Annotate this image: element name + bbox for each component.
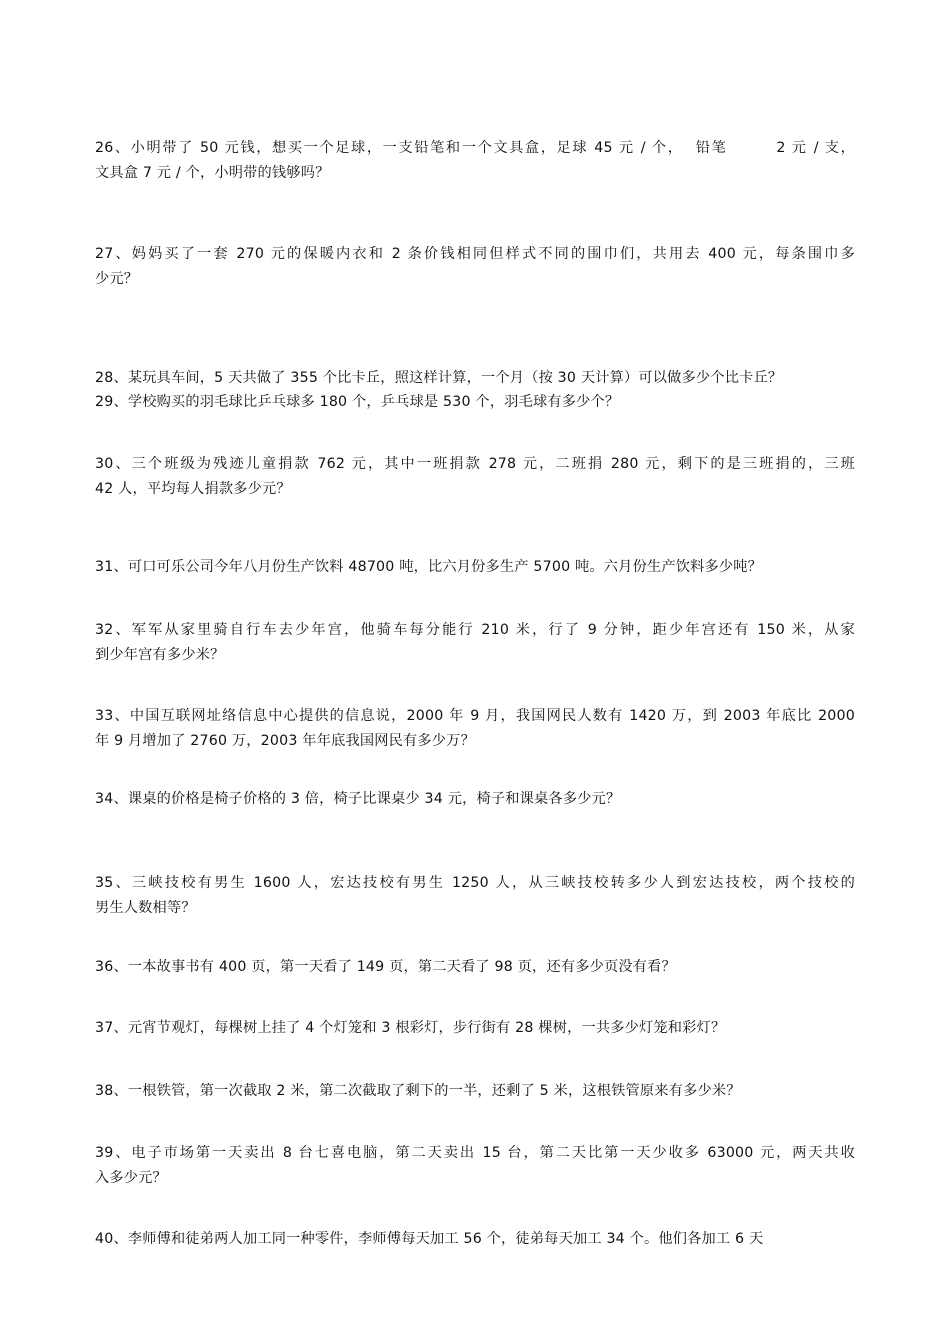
question-line: 29、学校购买的羽毛球比乒乓球多 180 个，乒乓球是 530 个，羽毛球有多少个？ [95, 394, 620, 410]
question-line: 27、妈妈买了一套 270 元的保暖内衣和 2 条价钱相同但样式不同的围巾们，共用去 400 元，每条围巾多 [95, 246, 855, 262]
question-line: 年 9 月增加了 2760 万，2003 年年底我国网民有多少万？ [95, 733, 475, 749]
question-line: 37、元宵节观灯，每棵树上挂了 4 个灯笼和 3 根彩灯，步行街有 28 棵树，一共多少灯笼和彩灯？ [95, 1020, 726, 1036]
question-line: 34、课桌的价格是椅子价格的 3 倍，椅子比课桌少 34 元，椅子和课桌各多少元？ [95, 791, 621, 807]
question-line: 到少年宫有多少米？ [95, 647, 225, 663]
question-32 [95, 618, 855, 668]
question-line: 40、李师傅和徒弟两人加工同一种零件，李师傅每天加工 56 个，徒弟每天加工 34 个。他们各加工 6 天 [95, 1231, 764, 1247]
question-line: 33、中国互联网址络信息中心提供的信息说，2000 年 9 月，我国网民人数有 1420 万，到 2003 年底比 2000 [95, 708, 855, 724]
question-33 [95, 704, 855, 754]
question-line: 31、可口可乐公司今年八月份生产饮料 48700 吨，比六月份多生产 5700 吨。六月份生产饮料多少吨？ [95, 559, 763, 575]
question-30 [95, 452, 855, 502]
question-31 [95, 555, 855, 580]
question-37 [95, 1016, 855, 1041]
question-27 [95, 242, 855, 292]
question-34 [95, 787, 855, 812]
question-26 [95, 136, 855, 186]
question-line: 35、三峡技校有男生 1600 人，宏达技校有男生 1250 人，从三峡技校转多少人到宏达技校，两个技校的 [95, 875, 855, 891]
question-line: 男生人数相等？ [95, 900, 196, 916]
question-line: 30、三个班级为残迹儿童捐款 762 元，其中一班捐款 278 元，二班捐 280 元，剩下的是三班捐的，三班 [95, 456, 855, 472]
question-line: 36、一本故事书有 400 页，第一天看了 149 页，第二天看了 98 页，还有多少页没有看？ [95, 959, 676, 975]
question-29 [95, 390, 855, 415]
question-line: 少元？ [95, 271, 139, 287]
question-38 [95, 1079, 855, 1104]
question-line: 39、电子市场第一天卖出 8 台七喜电脑，第二天卖出 15 台，第二天比第一天少收多 63000 元，两天共收 [95, 1145, 855, 1161]
question-35 [95, 871, 855, 921]
question-line: 26、小明带了 50 元钱，想买一个足球，一支铅笔和一个文具盒，足球 45 元 / 个， 铅笔 2 元 / 支， [95, 140, 855, 156]
question-36 [95, 955, 855, 980]
question-line: 入多少元？ [95, 1170, 167, 1186]
question-line: 42 人，平均每人捐款多少元？ [95, 481, 291, 497]
question-39 [95, 1141, 855, 1191]
question-line: 文具盒 7 元 / 个，小明带的钱够吗？ [95, 165, 330, 181]
question-line: 38、一根铁管，第一次截取 2 米，第二次截取了剩下的一半，还剩了 5 米，这根铁管原来有多少米？ [95, 1083, 741, 1099]
question-28 [95, 366, 855, 391]
question-line: 32、军军从家里骑自行车去少年宫，他骑车每分能行 210 米，行了 9 分钟，距少年宫还有 150 米，从家 [95, 622, 855, 638]
question-line: 28、某玩具车间，5 天共做了 355 个比卡丘，照这样计算，一个月（按 30 天计算）可以做多少个比卡丘？ [95, 370, 783, 386]
question-40 [95, 1227, 855, 1252]
